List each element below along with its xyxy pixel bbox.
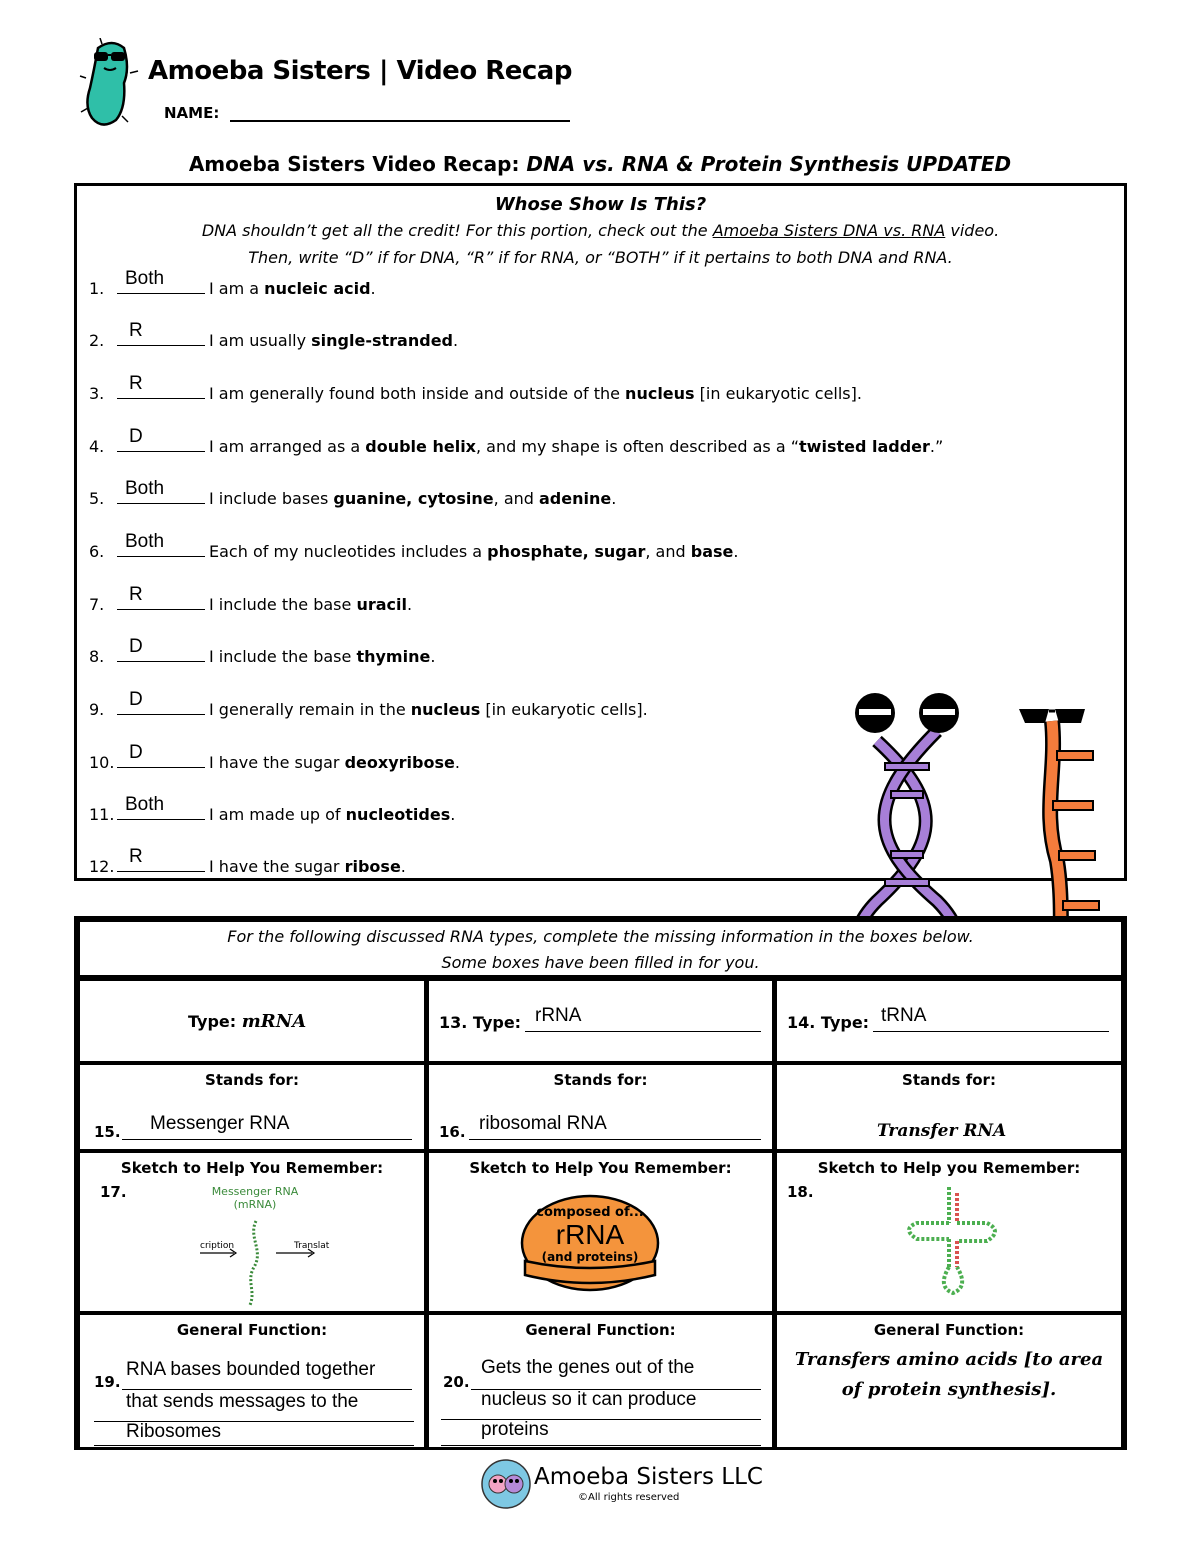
answer-blank[interactable]: [117, 503, 205, 504]
question-text: [209, 700, 648, 719]
q18-num: 18.: [787, 1183, 814, 1201]
answer-blank[interactable]: [117, 398, 205, 399]
question-number: 7.: [89, 595, 105, 614]
answer-text: Both: [125, 531, 165, 552]
q-post: , and: [645, 542, 691, 561]
instr-text-a: DNA shouldn’t get all the credit! For this portion, check out the: [201, 221, 713, 240]
question-number: 3.: [89, 384, 105, 403]
name-label: NAME:: [164, 104, 220, 122]
q20-line3-field[interactable]: [441, 1445, 761, 1446]
whose-show-section: [74, 183, 1127, 881]
function-label: General Function:: [176, 1321, 328, 1339]
q-bold2: adenine: [539, 489, 612, 508]
q13-num: 13.: [439, 1013, 468, 1032]
q-bold: double helix: [365, 437, 476, 456]
type-label-text: Type:: [472, 1013, 522, 1032]
q-post: .: [406, 595, 413, 614]
q-bold2: base: [690, 542, 734, 561]
q14-answer-field[interactable]: [873, 1031, 1109, 1032]
question-number: 8.: [89, 647, 105, 666]
q-pre: I include the base: [209, 647, 357, 666]
trna-stands-value: Transfer RNA: [877, 1121, 1007, 1141]
q-pre: I generally remain in the: [209, 700, 411, 719]
q20-answer-line2: nucleus so it can produce: [481, 1389, 697, 1410]
amoeba-sisters-logo-icon: [480, 1458, 532, 1510]
q20-num: 20.: [443, 1373, 470, 1391]
q-post: , and my shape is often described as a “: [476, 437, 800, 456]
section1-instructions: [77, 217, 1124, 271]
answer-text: D: [129, 742, 143, 763]
answer-blank[interactable]: [117, 767, 205, 768]
section2-instr-line1: For the following discussed RNA types, complete the missing information in the boxes below.: [227, 927, 974, 946]
mrna-sketch-left-label: cription: [200, 1241, 235, 1251]
q-bold: guanine, cytosine: [333, 489, 494, 508]
q-post2: .”: [929, 437, 944, 456]
question-number: 1.: [89, 279, 105, 298]
title-prefix: Amoeba Sisters Video Recap:: [188, 152, 527, 176]
answer-blank[interactable]: [117, 345, 205, 346]
trna-function-text: [777, 1345, 1121, 1405]
q-post: [in eukaryotic cells].: [480, 700, 648, 719]
answer-blank[interactable]: [117, 556, 205, 557]
rrna-stands-cell: [429, 1065, 772, 1149]
trna-type-cell: [777, 981, 1121, 1061]
q16-num: 16.: [439, 1123, 466, 1141]
answer-text: Both: [125, 794, 165, 815]
worksheet-header: [78, 38, 598, 138]
stands-for-label: Stands for:: [902, 1071, 996, 1089]
mrna-sketch-cell: [80, 1153, 424, 1311]
q-bold2: twisted ladder: [799, 437, 930, 456]
q-bold: nucleic acid: [264, 279, 371, 298]
q-post: .: [400, 857, 406, 876]
trna-sketch-cell: [777, 1153, 1121, 1311]
q-pre: I include bases: [209, 489, 334, 508]
question-number: 9.: [89, 700, 105, 719]
document-title: [0, 152, 1200, 176]
q20-answer-line1: Gets the genes out of the: [481, 1357, 695, 1378]
q-post: .: [450, 805, 456, 824]
mrna-sketch-title1: Messenger RNA: [211, 1185, 299, 1198]
question-number: 12.: [89, 857, 115, 876]
instr-text-b: video.: [945, 221, 1000, 240]
section2-instructions: [80, 922, 1121, 975]
q-bold: uracil: [356, 595, 407, 614]
question-text: [209, 753, 460, 772]
q-bold: thymine: [356, 647, 431, 666]
q13-answer: rRNA: [535, 1005, 582, 1026]
answer-blank[interactable]: [117, 293, 205, 294]
answer-blank[interactable]: [117, 609, 205, 610]
question-text: [209, 542, 738, 561]
q15-answer: Messenger RNA: [150, 1113, 290, 1134]
q16-answer-field[interactable]: [469, 1139, 761, 1140]
answer-text: D: [129, 636, 143, 657]
q13-answer-field[interactable]: [525, 1031, 761, 1032]
q-pre: I am usually: [209, 331, 312, 350]
q-post: , and: [493, 489, 539, 508]
footer: [480, 1458, 763, 1518]
rrna-function-cell: [429, 1315, 772, 1447]
mrna-stands-cell: [80, 1065, 424, 1149]
trna-stands-cell: [777, 1065, 1121, 1149]
sketch-label: Sketch to Help You Remember:: [120, 1159, 384, 1177]
q-post: [in eukaryotic cells].: [694, 384, 862, 403]
answer-blank[interactable]: [117, 661, 205, 662]
stands-for-label: Stands for:: [205, 1071, 299, 1089]
question-text: [209, 384, 862, 403]
q-pre: I am arranged as a: [209, 437, 366, 456]
section2-instr-line2: Some boxes have been filled in for you.: [441, 953, 760, 972]
q-pre: I have the sugar: [209, 857, 345, 876]
ribosome-label-top: composed of...: [536, 1205, 644, 1220]
ribosome-label-mid: rRNA: [555, 1219, 625, 1250]
trna-cloverleaf-icon: [897, 1183, 1007, 1303]
title-italic: DNA vs. RNA & Protein Synthesis UPDATED: [526, 152, 1012, 176]
question-number: 11.: [89, 805, 115, 824]
answer-blank[interactable]: [117, 451, 205, 452]
q-pre: I include the base: [209, 595, 357, 614]
q17-num: 17.: [100, 1183, 127, 1201]
q-post: .: [430, 647, 436, 666]
q-post: .: [370, 279, 376, 298]
answer-text: R: [129, 373, 143, 394]
section1-heading: Whose Show Is This?: [494, 194, 707, 215]
type-label-text: Type:: [820, 1013, 870, 1032]
q19-answer-line1: RNA bases bounded together: [126, 1359, 376, 1380]
answer-text: R: [129, 846, 143, 867]
q-pre: Each of my nucleotides includes a: [209, 542, 488, 561]
ribosome-labels: [519, 1205, 661, 1264]
rrna-sketch-cell: [429, 1153, 772, 1311]
q-post: .: [454, 753, 460, 772]
trna-function-line2: of protein synthesis].: [841, 1379, 1057, 1400]
footer-brand: Amoeba Sisters LLC: [534, 1464, 763, 1490]
q20-answer-line3: proteins: [481, 1419, 549, 1440]
q-pre: I am generally found both inside and outside of the: [209, 384, 626, 403]
question-text: [209, 331, 458, 350]
q15-num: 15.: [94, 1123, 121, 1141]
video-link[interactable]: Amoeba Sisters DNA vs. RNA: [712, 221, 946, 240]
q-bold: nucleus: [625, 384, 695, 403]
question-text: [209, 279, 376, 298]
answer-blank[interactable]: [117, 819, 205, 820]
mrna-type-value: mRNA: [241, 1011, 307, 1032]
q19-line1-field[interactable]: [122, 1389, 412, 1390]
answer-text: D: [129, 426, 143, 447]
q-bold: single-stranded: [311, 331, 453, 350]
mrna-sketch-right-label: Translat: [294, 1241, 330, 1251]
q15-answer-field[interactable]: [122, 1139, 412, 1140]
question-number: 10.: [89, 753, 115, 772]
q-bold: nucleus: [410, 700, 481, 719]
sketch-label: Sketch to Help You Remember:: [469, 1159, 732, 1177]
q-bold: phosphate, sugar: [487, 542, 646, 561]
instr-line2: Then, write “D” if for DNA, “R” if for RNA, or “BOTH” if it pertains to both DNA and RNA.: [248, 248, 953, 267]
answer-text: Both: [125, 478, 165, 499]
mrna-strand-icon: [198, 1217, 318, 1307]
trna-type-label: [787, 1013, 869, 1032]
question-number: 4.: [89, 437, 105, 456]
name-field[interactable]: [230, 120, 570, 122]
answer-text: R: [129, 320, 143, 341]
rna-types-section: [74, 916, 1127, 1450]
sketch-label: Sketch to Help you Remember:: [817, 1159, 1081, 1177]
q-post2: .: [733, 542, 739, 561]
q-pre: I have the sugar: [209, 753, 345, 772]
q14-answer: tRNA: [881, 1005, 927, 1026]
q-pre: I am a: [209, 279, 265, 298]
stands-for-label: Stands for:: [553, 1071, 648, 1089]
answer-blank[interactable]: [117, 871, 205, 872]
rrna-type-cell: [429, 981, 772, 1061]
rrna-type-label: [439, 1013, 521, 1032]
question-text: [209, 647, 435, 666]
q16-answer: ribosomal RNA: [479, 1113, 607, 1134]
function-label: General Function:: [873, 1321, 1025, 1339]
question-number: 6.: [89, 542, 105, 561]
q-pre: I am made up of: [209, 805, 346, 824]
type-label-text: Type:: [188, 1012, 237, 1031]
q14-num: 14.: [787, 1013, 816, 1032]
question-text: [209, 437, 943, 456]
trna-function-line1: Transfers amino acids [to area: [794, 1349, 1104, 1370]
answer-text: D: [129, 689, 143, 710]
mrna-function-cell: [80, 1315, 424, 1447]
q-post: .: [453, 331, 459, 350]
amoeba-mascot-icon: [78, 38, 148, 128]
q19-answer-line3: Ribosomes: [126, 1421, 222, 1442]
question-text: [209, 595, 412, 614]
trna-function-cell: [777, 1315, 1121, 1447]
question-number: 5.: [89, 489, 105, 508]
q19-answer-line2: that sends messages to the: [126, 1391, 359, 1412]
footer-copyright: ©All rights reserved: [578, 1492, 680, 1503]
mrna-sketch-title: [210, 1185, 300, 1211]
answer-blank[interactable]: [117, 714, 205, 715]
ribosome-label-bot: (and proteins): [541, 1250, 639, 1264]
answer-text: Both: [125, 268, 165, 289]
q19-num: 19.: [94, 1373, 121, 1391]
answer-text: R: [129, 584, 143, 605]
q-bold: nucleotides: [345, 805, 451, 824]
mrna-sketch-title2: (mRNA): [233, 1198, 277, 1211]
question-number: 2.: [89, 331, 105, 350]
q-post2: .: [611, 489, 617, 508]
mrna-type-label: [188, 1011, 306, 1032]
q19-line3-field[interactable]: [94, 1445, 414, 1446]
mrna-type-cell: [80, 981, 424, 1061]
section1-header: [77, 194, 1124, 271]
q-bold: ribose: [344, 857, 401, 876]
function-label: General Function:: [525, 1321, 676, 1339]
q-bold: deoxyribose: [344, 753, 455, 772]
brand-title: Amoeba Sisters | Video Recap: [148, 56, 572, 86]
question-text: [209, 857, 406, 876]
question-text: [209, 489, 616, 508]
question-text: [209, 805, 455, 824]
